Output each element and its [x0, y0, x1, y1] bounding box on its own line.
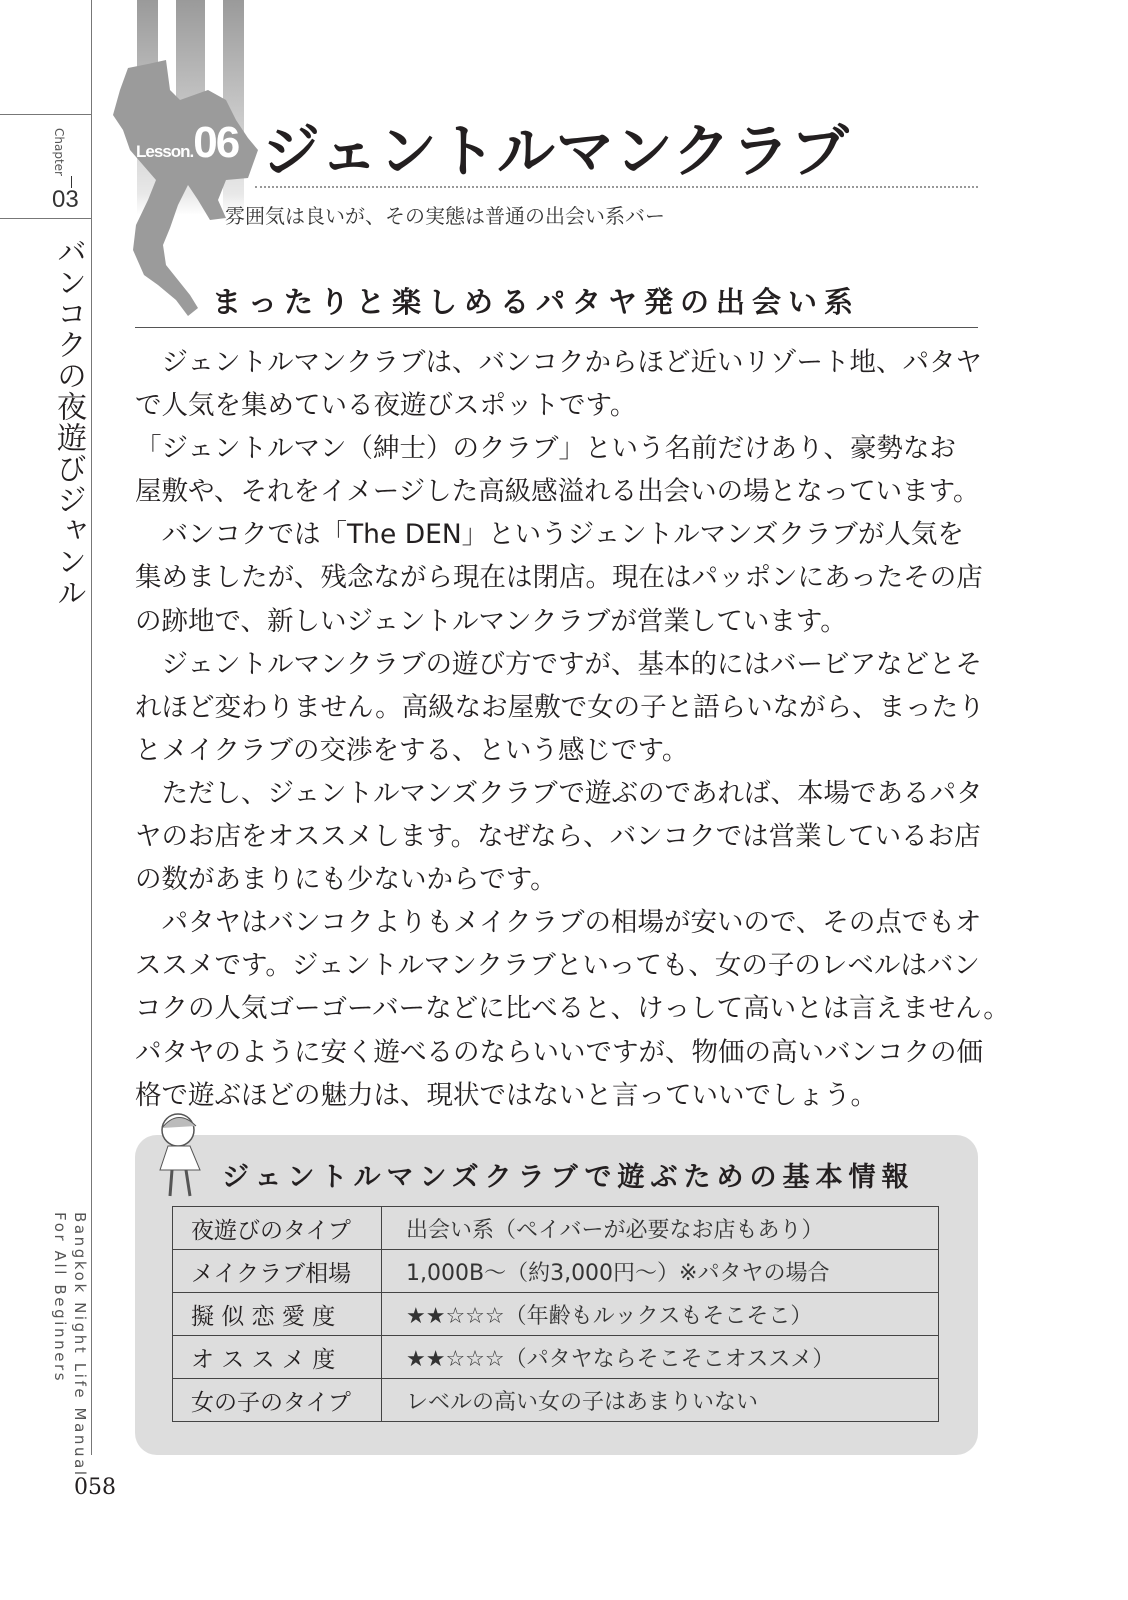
body-line: とメイクラブの交渉をする、という感じです。: [135, 734, 689, 766]
chapter-genre: バンコクの夜遊びジャンル: [51, 236, 86, 608]
chapter-rule-bottom: [0, 218, 91, 219]
row-value: 出会い系（ペイバーが必要なお店もあり）: [382, 1207, 939, 1250]
body-line: れほど変わりません。高級なお屋敷で女の子と語らいながら、まったり: [135, 691, 985, 723]
row-key: メイクラブ相場: [173, 1250, 382, 1293]
body-line: で人気を集めている夜遊びスポットです。: [135, 390, 637, 422]
lesson-number: 06: [193, 118, 239, 167]
body-line: 格で遊ぶほどの魅力は、現状ではないと言っていいでしょう。: [135, 1079, 877, 1111]
body-text: [135, 341, 1010, 1117]
chapter-rule-top: [0, 114, 91, 115]
lesson-label: Lesson.: [136, 142, 194, 161]
row-value: レベルの高い女の子はあまりいない: [382, 1379, 939, 1422]
page-title: ジェントルマンクラブ: [262, 117, 850, 185]
row-key: 擬 似 恋 愛 度: [173, 1293, 382, 1336]
girl-illustration-icon: [150, 1108, 210, 1203]
info-box-title: ジェントルマンズクラブで遊ぶための基本情報: [222, 1162, 915, 1193]
table-row: [173, 1250, 939, 1293]
row-value: 1,000B～（約3,000円～）※パタヤの場合: [382, 1250, 939, 1293]
row-value: ★★☆☆☆（パタヤならそこそこオススメ）: [382, 1336, 939, 1379]
chapter-label: Chapter: [52, 128, 66, 176]
row-key: オ ス ス メ 度: [173, 1336, 382, 1379]
chapter-number: 03: [52, 186, 79, 213]
table-row: [173, 1207, 939, 1250]
body-line: 集めましたが、残念ながら現在は閉店。現在はパッポンにあったその店: [135, 562, 983, 594]
body-line: 「ジェントルマン（紳士）のクラブ」という名前だけあり、豪勢なお: [135, 433, 956, 465]
section-rule: [135, 327, 978, 328]
body-line: ジェントルマンクラブの遊び方ですが、基本的にはバービアなどとそ: [135, 648, 982, 680]
section-heading: まったりと楽しめるパタヤ発の出会い系: [212, 285, 861, 319]
body-line: ヤのお店をオススメします。なぜなら、バンコクでは営業しているお店: [135, 821, 981, 853]
body-line: の跡地で、新しいジェントルマンクラブが営業しています。: [135, 605, 847, 637]
sidebar-rule: [91, 0, 92, 1455]
row-value: ★★☆☆☆（年齢もルックスもそこそこ）: [382, 1293, 939, 1336]
body-line: 屋敷や、それをイメージした高級感溢れる出会いの場となっています。: [135, 476, 980, 508]
lesson-badge: [136, 118, 238, 168]
body-line: ただし、ジェントルマンズクラブで遊ぶのであれば、本場であるパタ: [135, 777, 983, 809]
table-row: [173, 1293, 939, 1336]
body-line: バンコクでは「The DEN」というジェントルマンズクラブが人気を: [135, 519, 964, 551]
body-line: の数があまりにも少ないからです。: [135, 864, 557, 896]
body-line: パタヤのように安く遊べるのならいいですが、物価の高いバンコクの価: [135, 1036, 983, 1068]
book-title-line1: Bangkok Night Life Manual: [71, 1212, 89, 1478]
row-key: 女の子のタイプ: [173, 1379, 382, 1422]
info-table: [172, 1206, 939, 1422]
page-number: 058: [74, 1475, 116, 1500]
row-key: 夜遊びのタイプ: [173, 1207, 382, 1250]
body-line: ススメです。ジェントルマンクラブといっても、女の子のレベルはバン: [135, 950, 980, 982]
book-title: [50, 1212, 90, 1478]
body-line: ジェントルマンクラブは、バンコクからほど近いリゾート地、パタヤ: [135, 347, 982, 378]
title-divider: [255, 186, 978, 188]
book-title-line2: For All Beginners: [51, 1212, 69, 1384]
body-line: コクの人気ゴーゴーバーなどに比べると、けっして高いとは言えません。: [135, 993, 1010, 1025]
table-row: [173, 1336, 939, 1379]
page-subtitle: 雰囲気は良いが、その実態は普通の出会い系バー: [225, 204, 665, 228]
table-row: [173, 1379, 939, 1422]
body-line: パタヤはバンコクよりもメイクラブの相場が安いので、その点でもオ: [135, 907, 982, 939]
